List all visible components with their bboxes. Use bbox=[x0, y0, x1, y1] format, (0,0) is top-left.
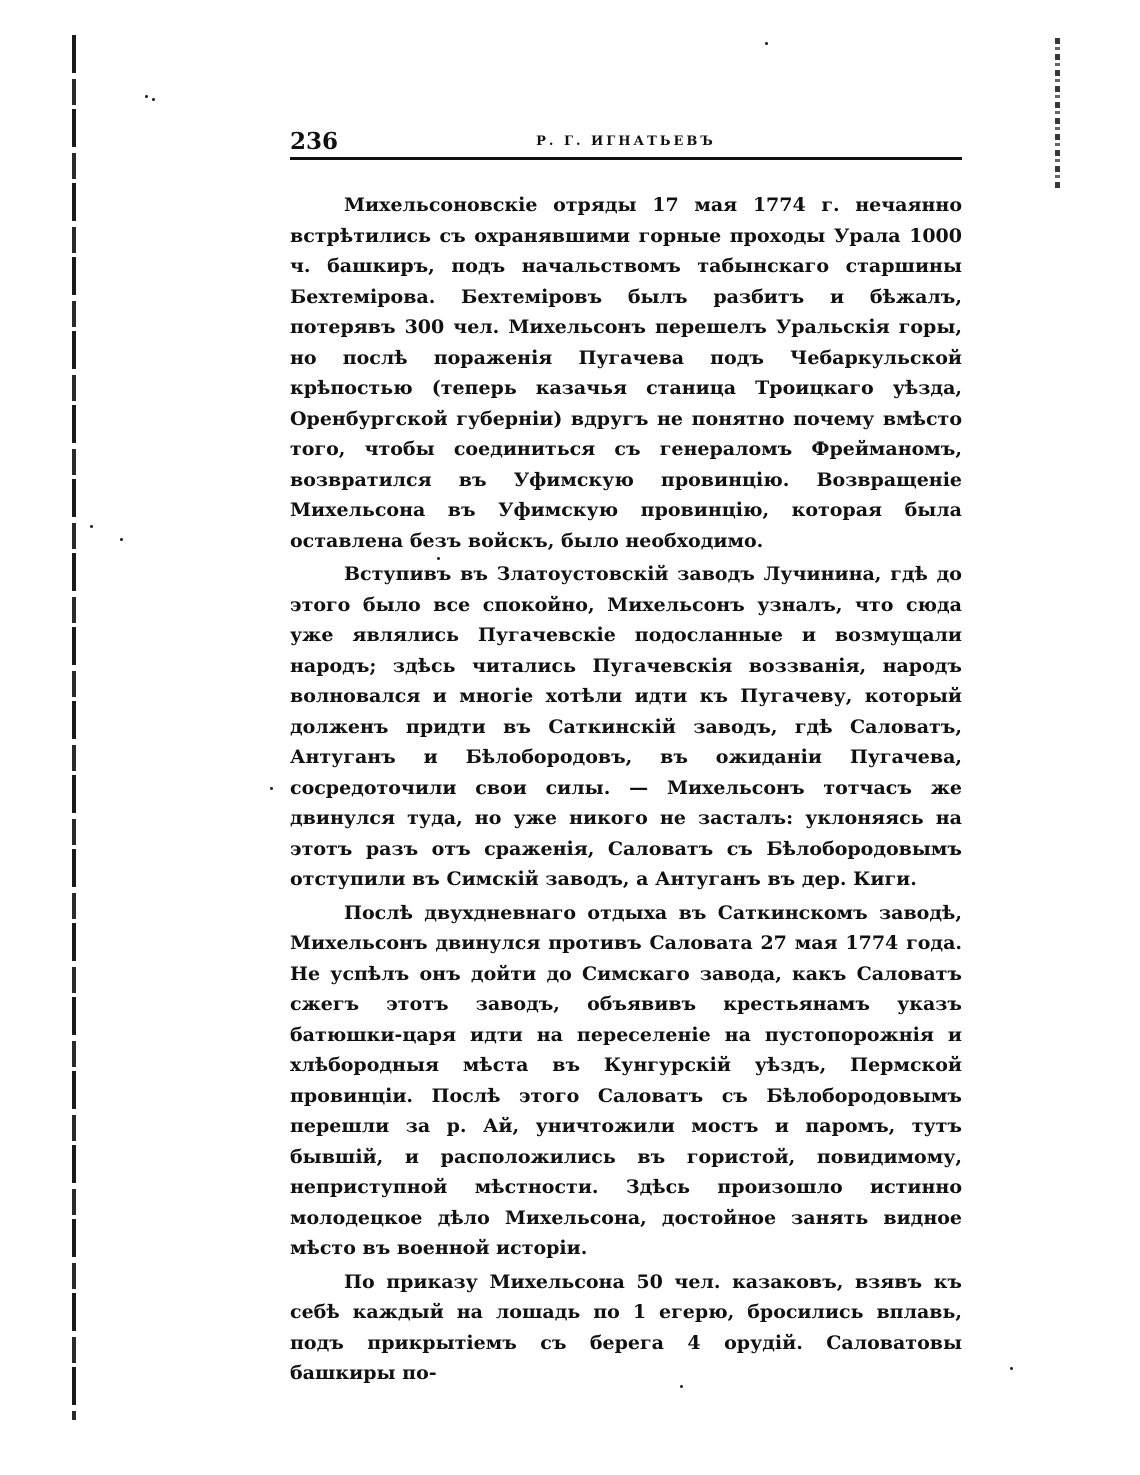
paragraph: Послѣ двухдневнаго отдыха въ Саткинскомъ заводѣ, Михельсонъ двинулся противъ Саловата 27 мая 1774 года. Не успѣлъ онъ дойти до Симскаго завода, какъ Саловатъ сжегъ этотъ заводъ, объявивъ крестьянамъ указъ батюшки-царя идти на переселеніе на пустопорожнія и хлѣбородныя мѣста въ Кунгурскій уѣздъ, Пермской провинціи. Послѣ этого Саловатъ съ Бѣлобородовымъ перешли за р. Ай, уничтожили мостъ и паромъ, тутъ бывшій, и расположились въ гористой, повидимому, неприступной мѣстности. Здѣсь произошло истинно молодецкое дѣло Михельсона, достойное занять видное мѣсто въ военной исторіи. bbox=[290, 901, 962, 1259]
paragraph: Вступивъ въ Златоустовскій заводъ Лучинина, гдѣ до этого было все спокойно, Михельсонъ узналъ, что сюда уже являлись Пугачевскіе подосланные и возмущали народъ; здѣсь читались Пугачевскія воззванія, народъ волновался и многіе хотѣли идти къ Пугачеву, который долженъ придти въ Саткинскій заводъ, гдѣ Саловатъ, Антуганъ и Бѣлобородовъ, въ ожиданіи Пугачева, сосредоточили свои силы. — Михельсонъ тотчасъ же двинулся туда, но уже никого не засталъ: уклоняясь на этотъ разъ отъ сраженія, Саловатъ съ Бѣлобородовымъ отступили въ Симскій заводъ, а Антуганъ въ дер. Киги. bbox=[290, 563, 962, 890]
scan-speck bbox=[1010, 1367, 1013, 1370]
page-number: 236 bbox=[290, 128, 339, 155]
scan-speck bbox=[270, 787, 273, 790]
header-rule bbox=[290, 157, 962, 160]
scan-speck bbox=[90, 525, 93, 528]
body-text bbox=[290, 190, 962, 1389]
scan-speck bbox=[145, 95, 148, 98]
binding-edge bbox=[72, 35, 76, 1420]
scan-speck bbox=[120, 538, 123, 541]
page-edge-artifact bbox=[1055, 38, 1060, 188]
paragraph: Михельсоновскіе отряды 17 мая 1774 г. нечаянно встрѣтились съ охранявшими горные проходы Урала 1000 ч. башкиръ, подъ начальствомъ табынскаго старшины Бехтемірова. Бехтеміровъ былъ разбитъ и бѣжалъ, потерявъ 300 чел. Михельсонъ перешелъ Уральскія горы, но послѣ пораженія Пугачева подъ Чебаркульской крѣпостью (теперь казачья станица Троицкаго уѣзда, Оренбургской губерніи) вдругъ не понятно почему вмѣсто того, чтобы соединиться съ генераломъ Фрейманомъ, возвратился въ Уфимскую провинцію. Возвращеніе Михельсона въ Уфимскую провинцію, которая была оставлена безъ войскъ, было необходимо. bbox=[290, 194, 962, 552]
scan-speck bbox=[765, 42, 768, 45]
running-head: Р. Г. ИГНАТЬЕВЪ bbox=[536, 134, 716, 149]
scan-speck bbox=[152, 98, 155, 101]
paragraph: По приказу Михельсона 50 чел. казаковъ, взявъ къ себѣ каждый на лошадь по 1 егерю, бросились вплавь, подъ прикрытіемъ съ берега 4 орудій. Саловатовы башкиры по- bbox=[290, 1270, 962, 1384]
